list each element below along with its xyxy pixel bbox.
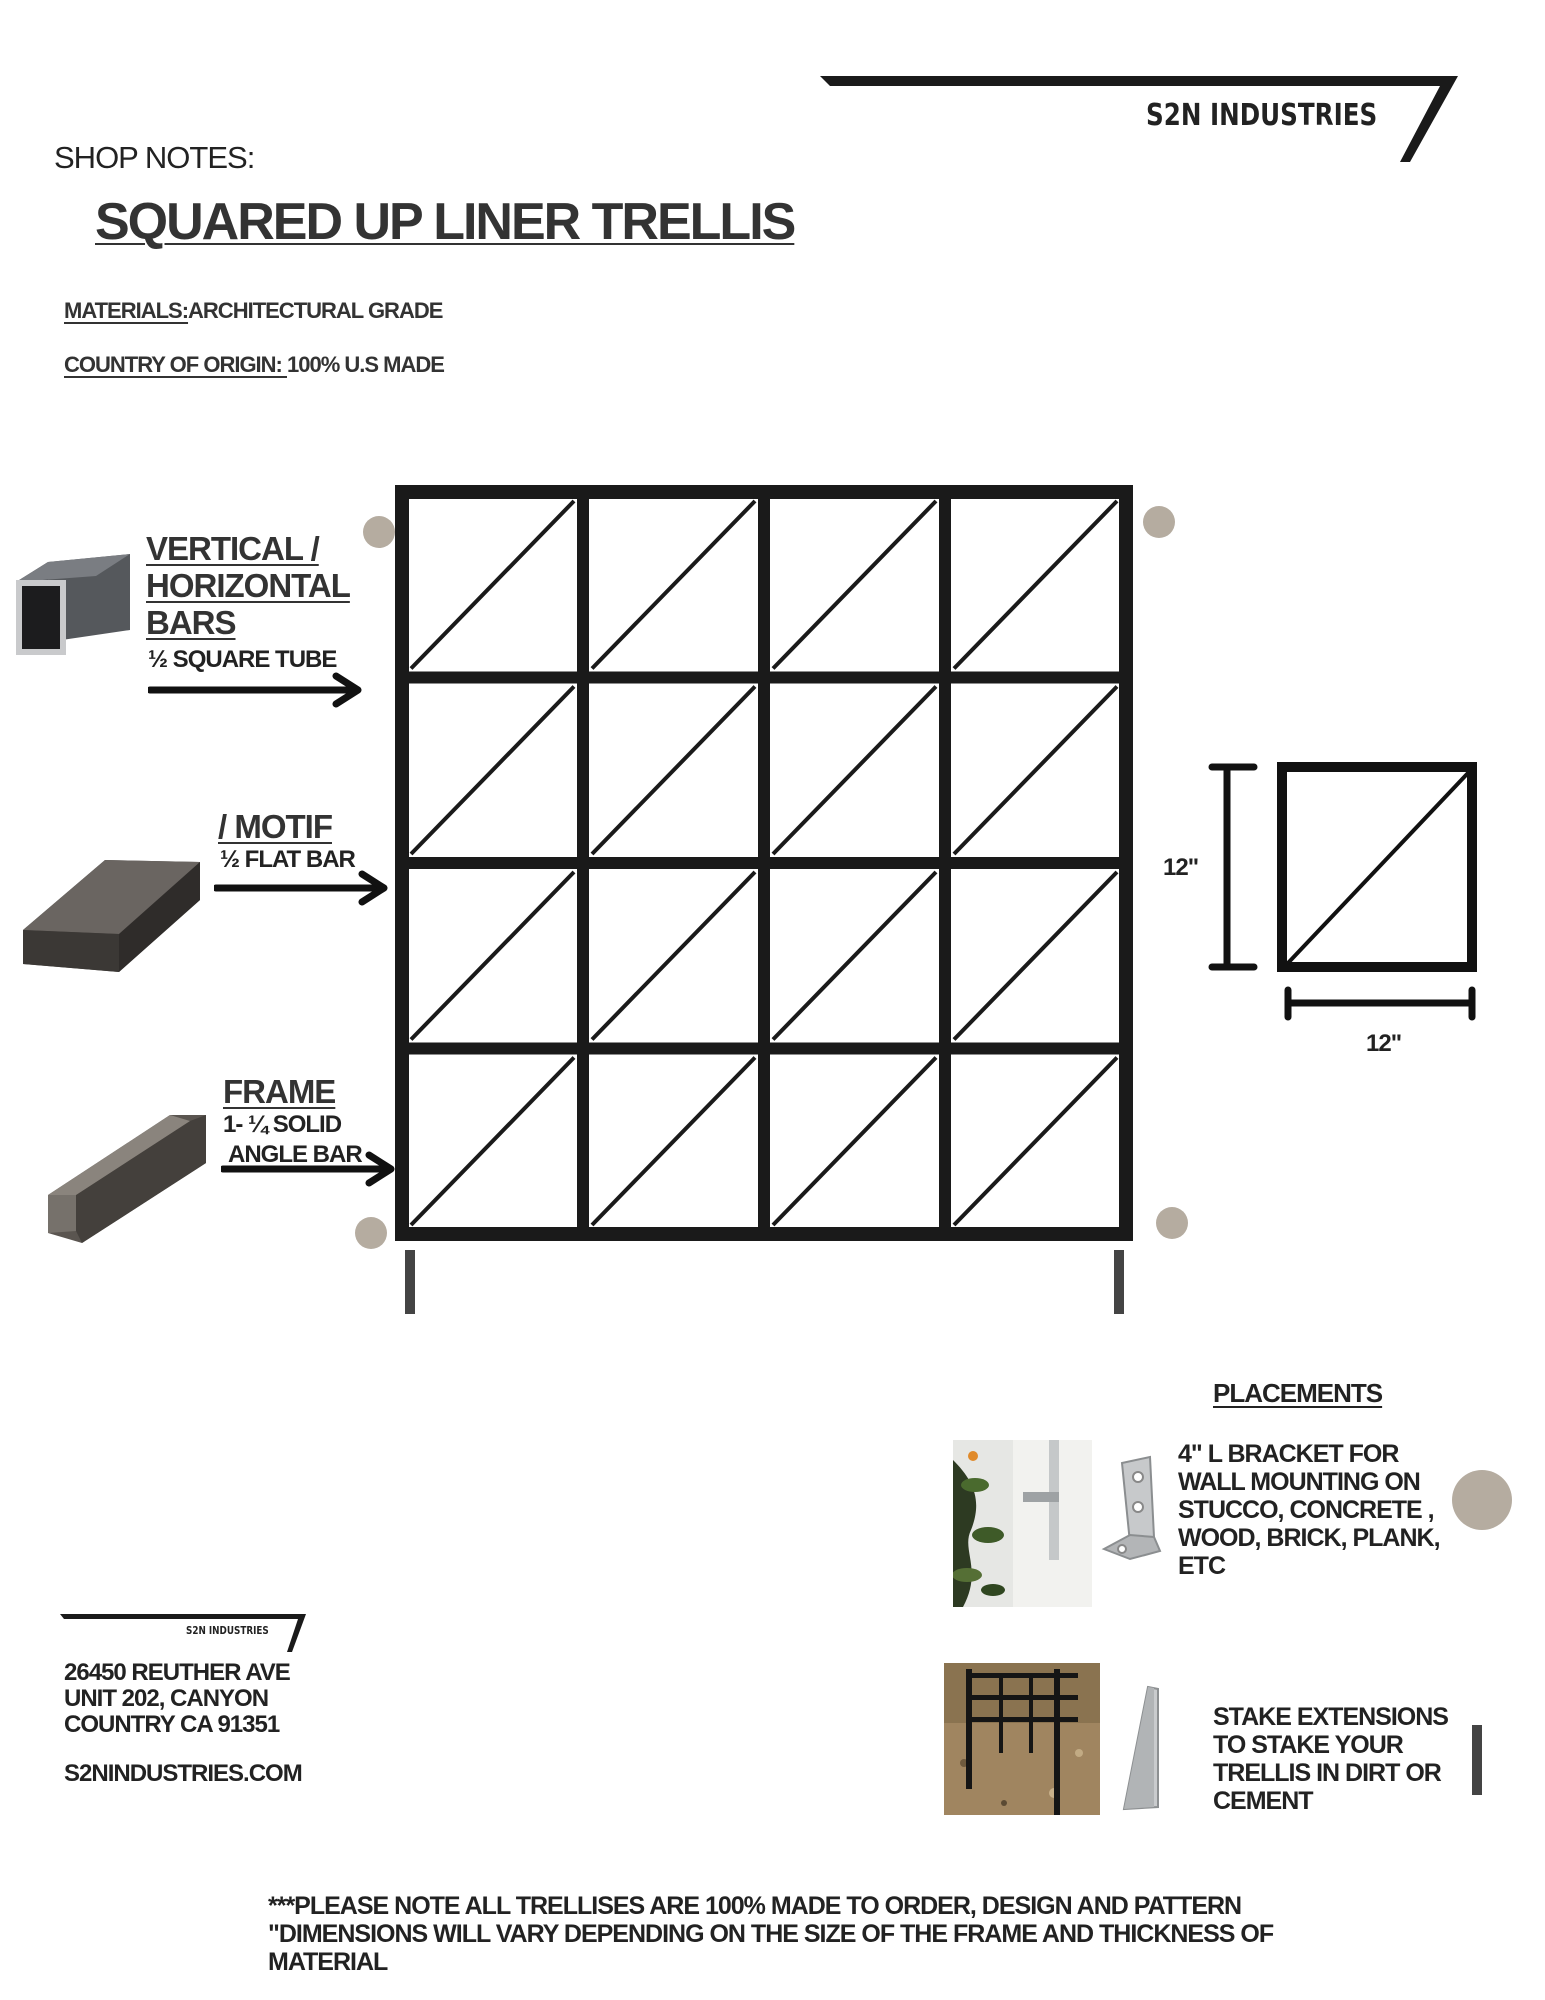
frame-desc: 1- ¼ SOLID ANGLE BAR xyxy=(223,1111,362,1168)
detail-diagonal xyxy=(1288,773,1468,963)
stake-extension-icon xyxy=(1118,1683,1168,1813)
l-bracket-icon xyxy=(1100,1455,1170,1565)
trellis-drawing xyxy=(390,480,1190,1320)
motif-diagonal xyxy=(773,687,936,855)
materials-value: ARCHITECTURAL GRADE xyxy=(188,298,443,323)
motif-diagonal xyxy=(411,872,574,1040)
bracket-description: 4" L BRACKET FOR WALL MOUNTING ON STUCCO, CONCRETE , WOOD, BRICK, PLANK, ETC xyxy=(1178,1440,1440,1580)
brand-name: S2N INDUSTRIES xyxy=(1146,98,1378,133)
shop-notes-label: SHOP NOTES: xyxy=(54,140,255,175)
motif-diagonal xyxy=(954,687,1117,855)
origin-value: 100% U.S MADE xyxy=(287,352,444,377)
motif-diagonal xyxy=(592,1058,755,1226)
stake-right xyxy=(1114,1250,1124,1314)
footer-brand-name: S2N INDUSTRIES xyxy=(186,1624,269,1637)
bars-arrow-icon xyxy=(148,672,368,708)
mount-dot-bottom-right xyxy=(1156,1207,1188,1239)
mount-dot-bottom-left xyxy=(355,1217,387,1249)
square-tube-image xyxy=(8,552,133,672)
angle-bar-image xyxy=(40,1115,210,1270)
bracket-mount-dot xyxy=(1452,1470,1512,1530)
wall-bracket-photo xyxy=(953,1440,1092,1607)
bars-title: VERTICAL / HORIZONTAL BARS xyxy=(146,530,350,641)
motif-diagonal xyxy=(411,501,574,669)
stake-left xyxy=(405,1250,415,1314)
frame-title: FRAME xyxy=(223,1073,336,1110)
bars-desc: ½ SQUARE TUBE xyxy=(148,646,337,673)
motif-title: / MOTIF xyxy=(218,808,332,845)
motif-diagonal xyxy=(773,501,936,669)
motif-desc: ½ FLAT BAR xyxy=(220,846,355,873)
footer-website: S2NINDUSTRIES.COM xyxy=(64,1760,302,1787)
flat-bar-image xyxy=(15,860,200,1020)
motif-diagonal xyxy=(954,872,1117,1040)
footer-address: 26450 REUTHER AVE UNIT 202, CANYON COUNTRY CA 91351 xyxy=(64,1659,290,1738)
motif-diagonal xyxy=(411,687,574,855)
motif-diagonal xyxy=(592,687,755,855)
height-label: 12" xyxy=(1163,854,1199,881)
placements-title: PLACEMENTS xyxy=(1213,1378,1383,1408)
page-title: SQUARED UP LINER TRELLIS xyxy=(95,193,795,251)
mount-dot-top-left xyxy=(363,516,395,548)
frame-arrow-icon xyxy=(221,1151,401,1187)
stake-description: STAKE EXTENSIONS TO STAKE YOUR TRELLIS IN DIRT OR CEMENT xyxy=(1213,1703,1448,1815)
footer-brand-banner xyxy=(60,1612,310,1656)
origin-label: COUNTRY OF ORIGIN: xyxy=(64,352,287,377)
stake-marker xyxy=(1472,1725,1482,1795)
motif-diagonal xyxy=(592,872,755,1040)
motif-diagonal xyxy=(773,872,936,1040)
mount-dot-top-right xyxy=(1143,506,1175,538)
motif-diagonal xyxy=(954,1058,1117,1226)
panel-detail-drawing xyxy=(1200,755,1490,1035)
motif-diagonal xyxy=(592,501,755,669)
origin-line xyxy=(64,352,444,378)
materials-line xyxy=(64,298,442,324)
motif-arrow-icon xyxy=(214,870,394,906)
motif-diagonal xyxy=(411,1058,574,1226)
motif-diagonal xyxy=(954,501,1117,669)
stake-ground-photo xyxy=(944,1663,1100,1815)
width-label: 12" xyxy=(1366,1030,1402,1057)
motif-diagonal xyxy=(773,1058,936,1226)
materials-label: MATERIALS: xyxy=(64,298,189,323)
disclaimer-note: ***PLEASE NOTE ALL TRELLISES ARE 100% MADE TO ORDER, DESIGN AND PATTERN "DIMENSIONS WILL VARY DEPENDING ON THE SIZE OF THE FRAME AND THICKNESS OF MATERIAL xyxy=(268,1892,1274,1976)
